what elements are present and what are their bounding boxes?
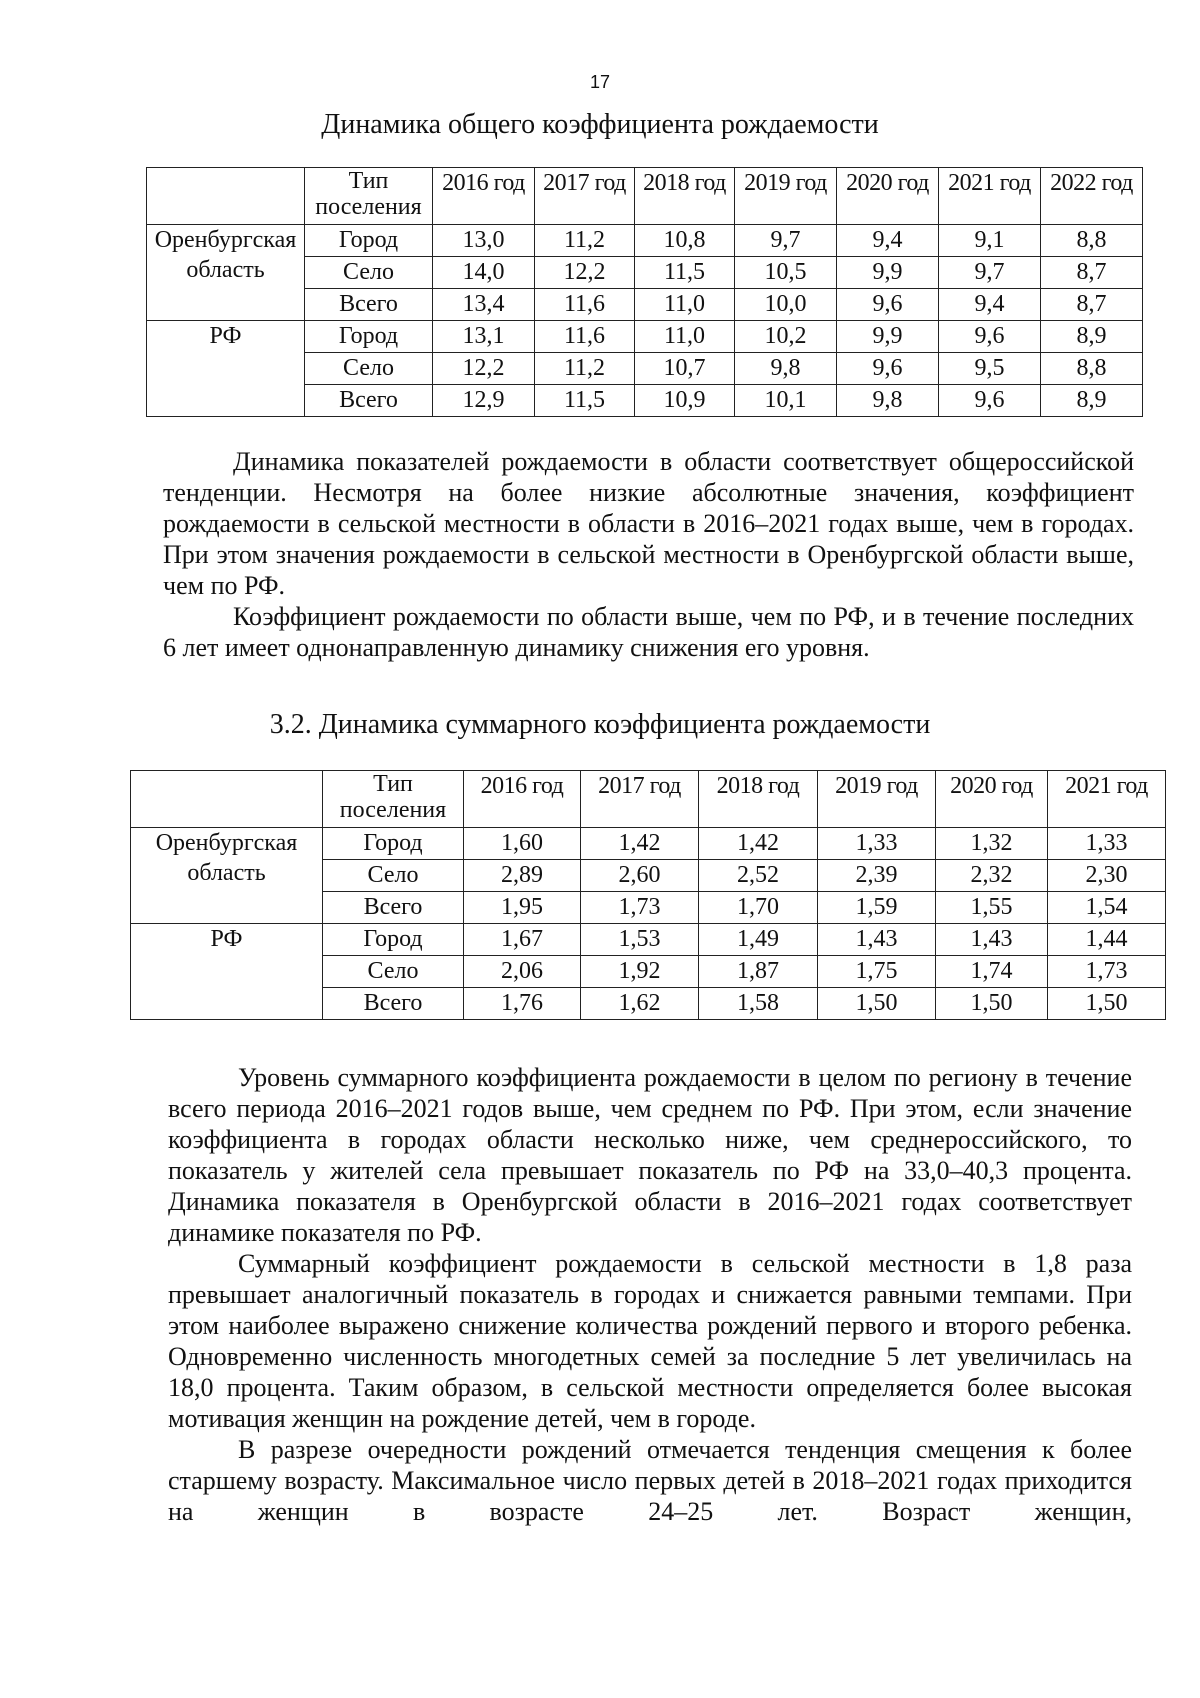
value-cell: 14,0 (433, 257, 535, 289)
table-row (131, 924, 1166, 956)
table2-year-header: 2021 год (1048, 771, 1166, 828)
value-cell: 1,74 (936, 956, 1048, 988)
value-cell: 1,33 (818, 828, 936, 860)
value-cell: 1,67 (464, 924, 581, 956)
text-section-2 (168, 1062, 1132, 1527)
type-header-line2: поселения (315, 194, 422, 220)
value-cell: 10,2 (735, 321, 837, 353)
value-cell: 11,2 (535, 225, 635, 257)
table1-region-cell (147, 225, 305, 321)
value-cell: 12,9 (433, 385, 535, 417)
value-cell: 1,95 (464, 892, 581, 924)
value-cell: 10,0 (735, 289, 837, 321)
settlement-type: Город (323, 828, 464, 860)
value-cell: 8,9 (1041, 385, 1143, 417)
table2-region-cell (131, 924, 323, 1020)
value-cell: 10,1 (735, 385, 837, 417)
value-cell: 10,5 (735, 257, 837, 289)
value-cell: 11,6 (535, 289, 635, 321)
table1-year-header: 2016 год (433, 168, 535, 225)
paragraph: Суммарный коэффициент рождаемости в сельской местности в 1,8 раза превышает аналогичный показатель в городах и снижается равными темпами. При этом наиболее выражено снижение количества рождений первого и второго ребенка. Одновременно численность многодетных семей за последние 5 лет увеличилась на 18,0 процента. Таким образом, в сельской местности определяется более высокая мотивация женщин на рождение детей, чем в городе. (168, 1249, 1132, 1433)
table1-title: Динамика общего коэффициента рождаемости (321, 109, 879, 140)
value-cell: 11,6 (535, 321, 635, 353)
value-cell: 1,42 (581, 828, 699, 860)
value-cell: 1,70 (699, 892, 818, 924)
value-cell: 12,2 (535, 257, 635, 289)
value-cell: 2,30 (1048, 860, 1166, 892)
table1-year-header: 2017 год (535, 168, 635, 225)
value-cell: 11,0 (635, 289, 735, 321)
value-cell: 9,8 (735, 353, 837, 385)
region-name-line1: РФ (209, 323, 242, 349)
value-cell: 1,54 (1048, 892, 1166, 924)
paragraph: Уровень суммарного коэффициента рождаемости в целом по региону в течение всего периода 2016–2021 годов выше, чем среднем по РФ. При этом, если значение коэффициента в городах области несколько ниже, чем среднероссийского, то показатель у жителей села превышает показатель по РФ на 33,0–40,3 процента. Динамика показателя в Оренбургской области в 2016–2021 годах соответствует динамике показателя по РФ. (168, 1063, 1132, 1247)
settlement-type: Село (323, 956, 464, 988)
text-section-1 (163, 446, 1134, 663)
table-row (147, 225, 1143, 257)
page-number: 17 (589, 72, 611, 92)
settlement-type: Село (305, 353, 433, 385)
value-cell: 1,75 (818, 956, 936, 988)
value-cell: 1,43 (818, 924, 936, 956)
region-name-line1: Оренбургская (155, 830, 298, 856)
value-cell: 1,62 (581, 988, 699, 1020)
value-cell: 1,76 (464, 988, 581, 1020)
value-cell: 12,2 (433, 353, 535, 385)
value-cell: 1,92 (581, 956, 699, 988)
table1-year-header: 2021 год (939, 168, 1041, 225)
value-cell: 1,42 (699, 828, 818, 860)
region-name-line2: область (187, 860, 266, 886)
value-cell: 1,58 (699, 988, 818, 1020)
value-cell: 1,73 (581, 892, 699, 924)
value-cell: 9,1 (939, 225, 1041, 257)
table2-year-header: 2016 год (464, 771, 581, 828)
table1-year-header: 2019 год (735, 168, 837, 225)
settlement-type: Всего (323, 988, 464, 1020)
value-cell: 1,44 (1048, 924, 1166, 956)
value-cell: 2,52 (699, 860, 818, 892)
value-cell: 1,43 (936, 924, 1048, 956)
value-cell: 9,4 (939, 289, 1041, 321)
value-cell: 1,32 (936, 828, 1048, 860)
settlement-type: Город (305, 321, 433, 353)
value-cell: 9,7 (939, 257, 1041, 289)
paragraph: Динамика показателей рождаемости в области соответствует общероссийской тенденции. Несмотря на более низкие абсолютные значения, коэффициент рождаемости в сельской местности в области в 2016–2021 годах выше, чем в городах. При этом значения рождаемости в сельской местности в Оренбургской области выше, чем по РФ. (163, 447, 1134, 600)
value-cell: 1,33 (1048, 828, 1166, 860)
settlement-type: Всего (323, 892, 464, 924)
value-cell: 8,8 (1041, 225, 1143, 257)
value-cell: 10,7 (635, 353, 735, 385)
value-cell: 1,50 (936, 988, 1048, 1020)
value-cell: 8,7 (1041, 257, 1143, 289)
paragraph: В разрезе очередности рождений отмечается тенденция смещения к более старшему возрасту. Максимальное число первых детей в 2018–2021 годах приходится на женщин в возрасте 24–25 лет. Возраст женщин, (168, 1435, 1132, 1526)
value-cell: 1,55 (936, 892, 1048, 924)
value-cell: 9,9 (837, 321, 939, 353)
value-cell: 13,4 (433, 289, 535, 321)
settlement-type: Село (305, 257, 433, 289)
value-cell: 11,5 (535, 385, 635, 417)
table1-year-header: 2018 год (635, 168, 735, 225)
value-cell: 13,0 (433, 225, 535, 257)
value-cell: 1,50 (1048, 988, 1166, 1020)
value-cell: 9,6 (939, 385, 1041, 417)
table2-region-cell (131, 828, 323, 924)
settlement-type: Всего (305, 289, 433, 321)
value-cell: 9,5 (939, 353, 1041, 385)
value-cell: 9,8 (837, 385, 939, 417)
type-header-line1: Тип (348, 168, 389, 194)
value-cell: 1,53 (581, 924, 699, 956)
value-cell: 9,6 (837, 353, 939, 385)
value-cell: 2,60 (581, 860, 699, 892)
paragraph: Коэффициент рождаемости по области выше, чем по РФ, и в течение последних 6 лет имеет однонаправленную динамику снижения его уровня. (163, 602, 1134, 662)
table1-header-row (147, 168, 1143, 225)
table-row (131, 828, 1166, 860)
value-cell: 2,06 (464, 956, 581, 988)
table2 (130, 770, 1166, 1020)
settlement-type: Всего (305, 385, 433, 417)
table2-year-header: 2018 год (699, 771, 818, 828)
value-cell: 8,9 (1041, 321, 1143, 353)
value-cell: 8,7 (1041, 289, 1143, 321)
value-cell: 9,4 (837, 225, 939, 257)
value-cell: 9,6 (837, 289, 939, 321)
settlement-type: Город (305, 225, 433, 257)
table2-header-row (131, 771, 1166, 828)
value-cell: 11,2 (535, 353, 635, 385)
table2-year-header: 2017 год (581, 771, 699, 828)
type-header-line1: Тип (373, 771, 413, 797)
table2-year-header: 2020 год (936, 771, 1048, 828)
table-row (147, 321, 1143, 353)
table1-year-header: 2022 год (1041, 168, 1143, 225)
table1-corner-cell (147, 168, 305, 225)
table2-corner-cell (131, 771, 323, 828)
value-cell: 10,8 (635, 225, 735, 257)
value-cell: 9,9 (837, 257, 939, 289)
value-cell: 9,6 (939, 321, 1041, 353)
type-header-line2: поселения (339, 797, 447, 823)
settlement-type: Город (323, 924, 464, 956)
value-cell: 2,32 (936, 860, 1048, 892)
value-cell: 1,49 (699, 924, 818, 956)
value-cell: 1,87 (699, 956, 818, 988)
value-cell: 13,1 (433, 321, 535, 353)
value-cell: 1,60 (464, 828, 581, 860)
table1-region-cell (147, 321, 305, 417)
table1-type-header (305, 168, 433, 225)
table2-type-header (323, 771, 464, 828)
value-cell: 2,39 (818, 860, 936, 892)
region-name-line1: РФ (210, 926, 243, 952)
value-cell: 11,0 (635, 321, 735, 353)
table2-year-header: 2019 год (818, 771, 936, 828)
region-name-line1: Оренбургская (154, 227, 297, 253)
value-cell: 11,5 (635, 257, 735, 289)
value-cell: 2,89 (464, 860, 581, 892)
value-cell: 8,8 (1041, 353, 1143, 385)
table2-title: 3.2. Динамика суммарного коэффициента рождаемости (269, 709, 931, 740)
region-name-line2: область (186, 257, 265, 283)
settlement-type: Село (323, 860, 464, 892)
table1-year-header: 2020 год (837, 168, 939, 225)
value-cell: 9,7 (735, 225, 837, 257)
table1 (146, 167, 1143, 417)
value-cell: 1,50 (818, 988, 936, 1020)
value-cell: 1,59 (818, 892, 936, 924)
value-cell: 10,9 (635, 385, 735, 417)
value-cell: 1,73 (1048, 956, 1166, 988)
